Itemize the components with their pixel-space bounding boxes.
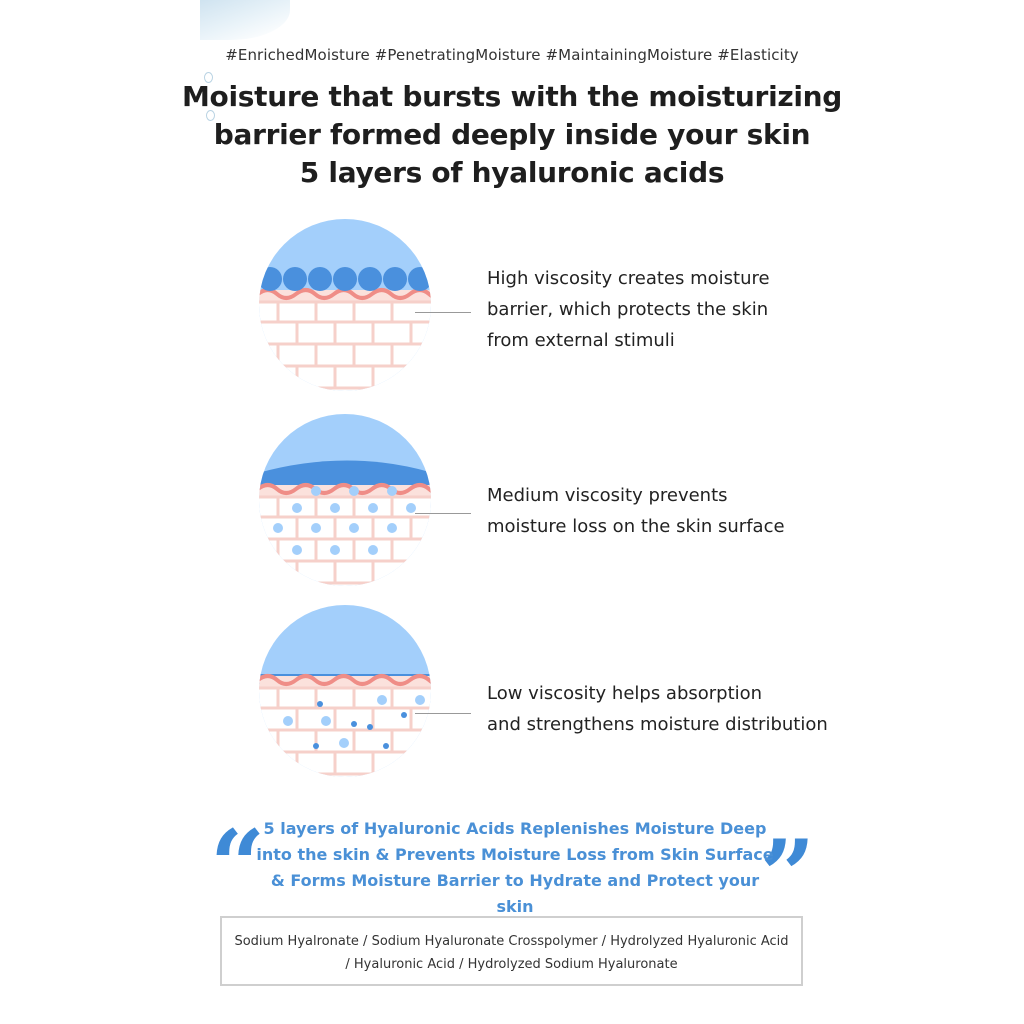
close-quote-icon: ” xyxy=(760,819,816,932)
quote-text xyxy=(250,816,780,920)
medium-viscosity-illustration xyxy=(258,413,433,588)
title-line: barrier formed deeply inside your skin xyxy=(213,118,811,151)
description-line: barrier, which protects the skin xyxy=(487,299,769,320)
leader-line xyxy=(415,713,471,714)
title-line: 5 layers of hyaluronic acids xyxy=(299,156,725,189)
leader-line xyxy=(415,312,471,313)
description-line: High viscosity creates moisture xyxy=(487,268,770,289)
ingredients-line: / Hyaluronic Acid / Hydrolyzed Sodium Hyaluronate xyxy=(345,957,678,972)
description-line: and strengthens moisture distribution xyxy=(487,714,828,735)
hashtags: #EnrichedMoisture #PenetratingMoisture #MaintainingMoisture #Elasticity xyxy=(225,46,799,64)
quote-line: & Forms Moisture Barrier to Hydrate and Protect your skin xyxy=(270,871,760,916)
page-title xyxy=(0,78,1024,192)
ingredients-line: Sodium Hyalronate / Sodium Hyaluronate Crosspolymer / Hydrolyzed Hyaluronic Acid xyxy=(234,934,789,949)
high-viscosity-description xyxy=(487,263,770,356)
low-viscosity-illustration xyxy=(258,604,433,779)
high-viscosity-illustration xyxy=(258,218,433,393)
description-line: Low viscosity helps absorption xyxy=(487,683,763,704)
medium-viscosity-description xyxy=(487,480,785,542)
ingredients-box xyxy=(220,916,803,986)
open-quote-icon: “ xyxy=(210,809,266,922)
title-line: Moisture that bursts with the moisturizing xyxy=(181,80,843,113)
leader-line xyxy=(415,513,471,514)
description-line: from external stimuli xyxy=(487,330,675,351)
description-line: moisture loss on the skin surface xyxy=(487,516,785,537)
description-line: Medium viscosity prevents xyxy=(487,485,728,506)
quote-line: into the skin & Prevents Moisture Loss from Skin Surface xyxy=(256,845,774,864)
low-viscosity-description xyxy=(487,678,828,740)
water-splash-decoration xyxy=(200,0,290,40)
quote-line: 5 layers of Hyaluronic Acids Replenishes Moisture Deep xyxy=(263,819,767,838)
